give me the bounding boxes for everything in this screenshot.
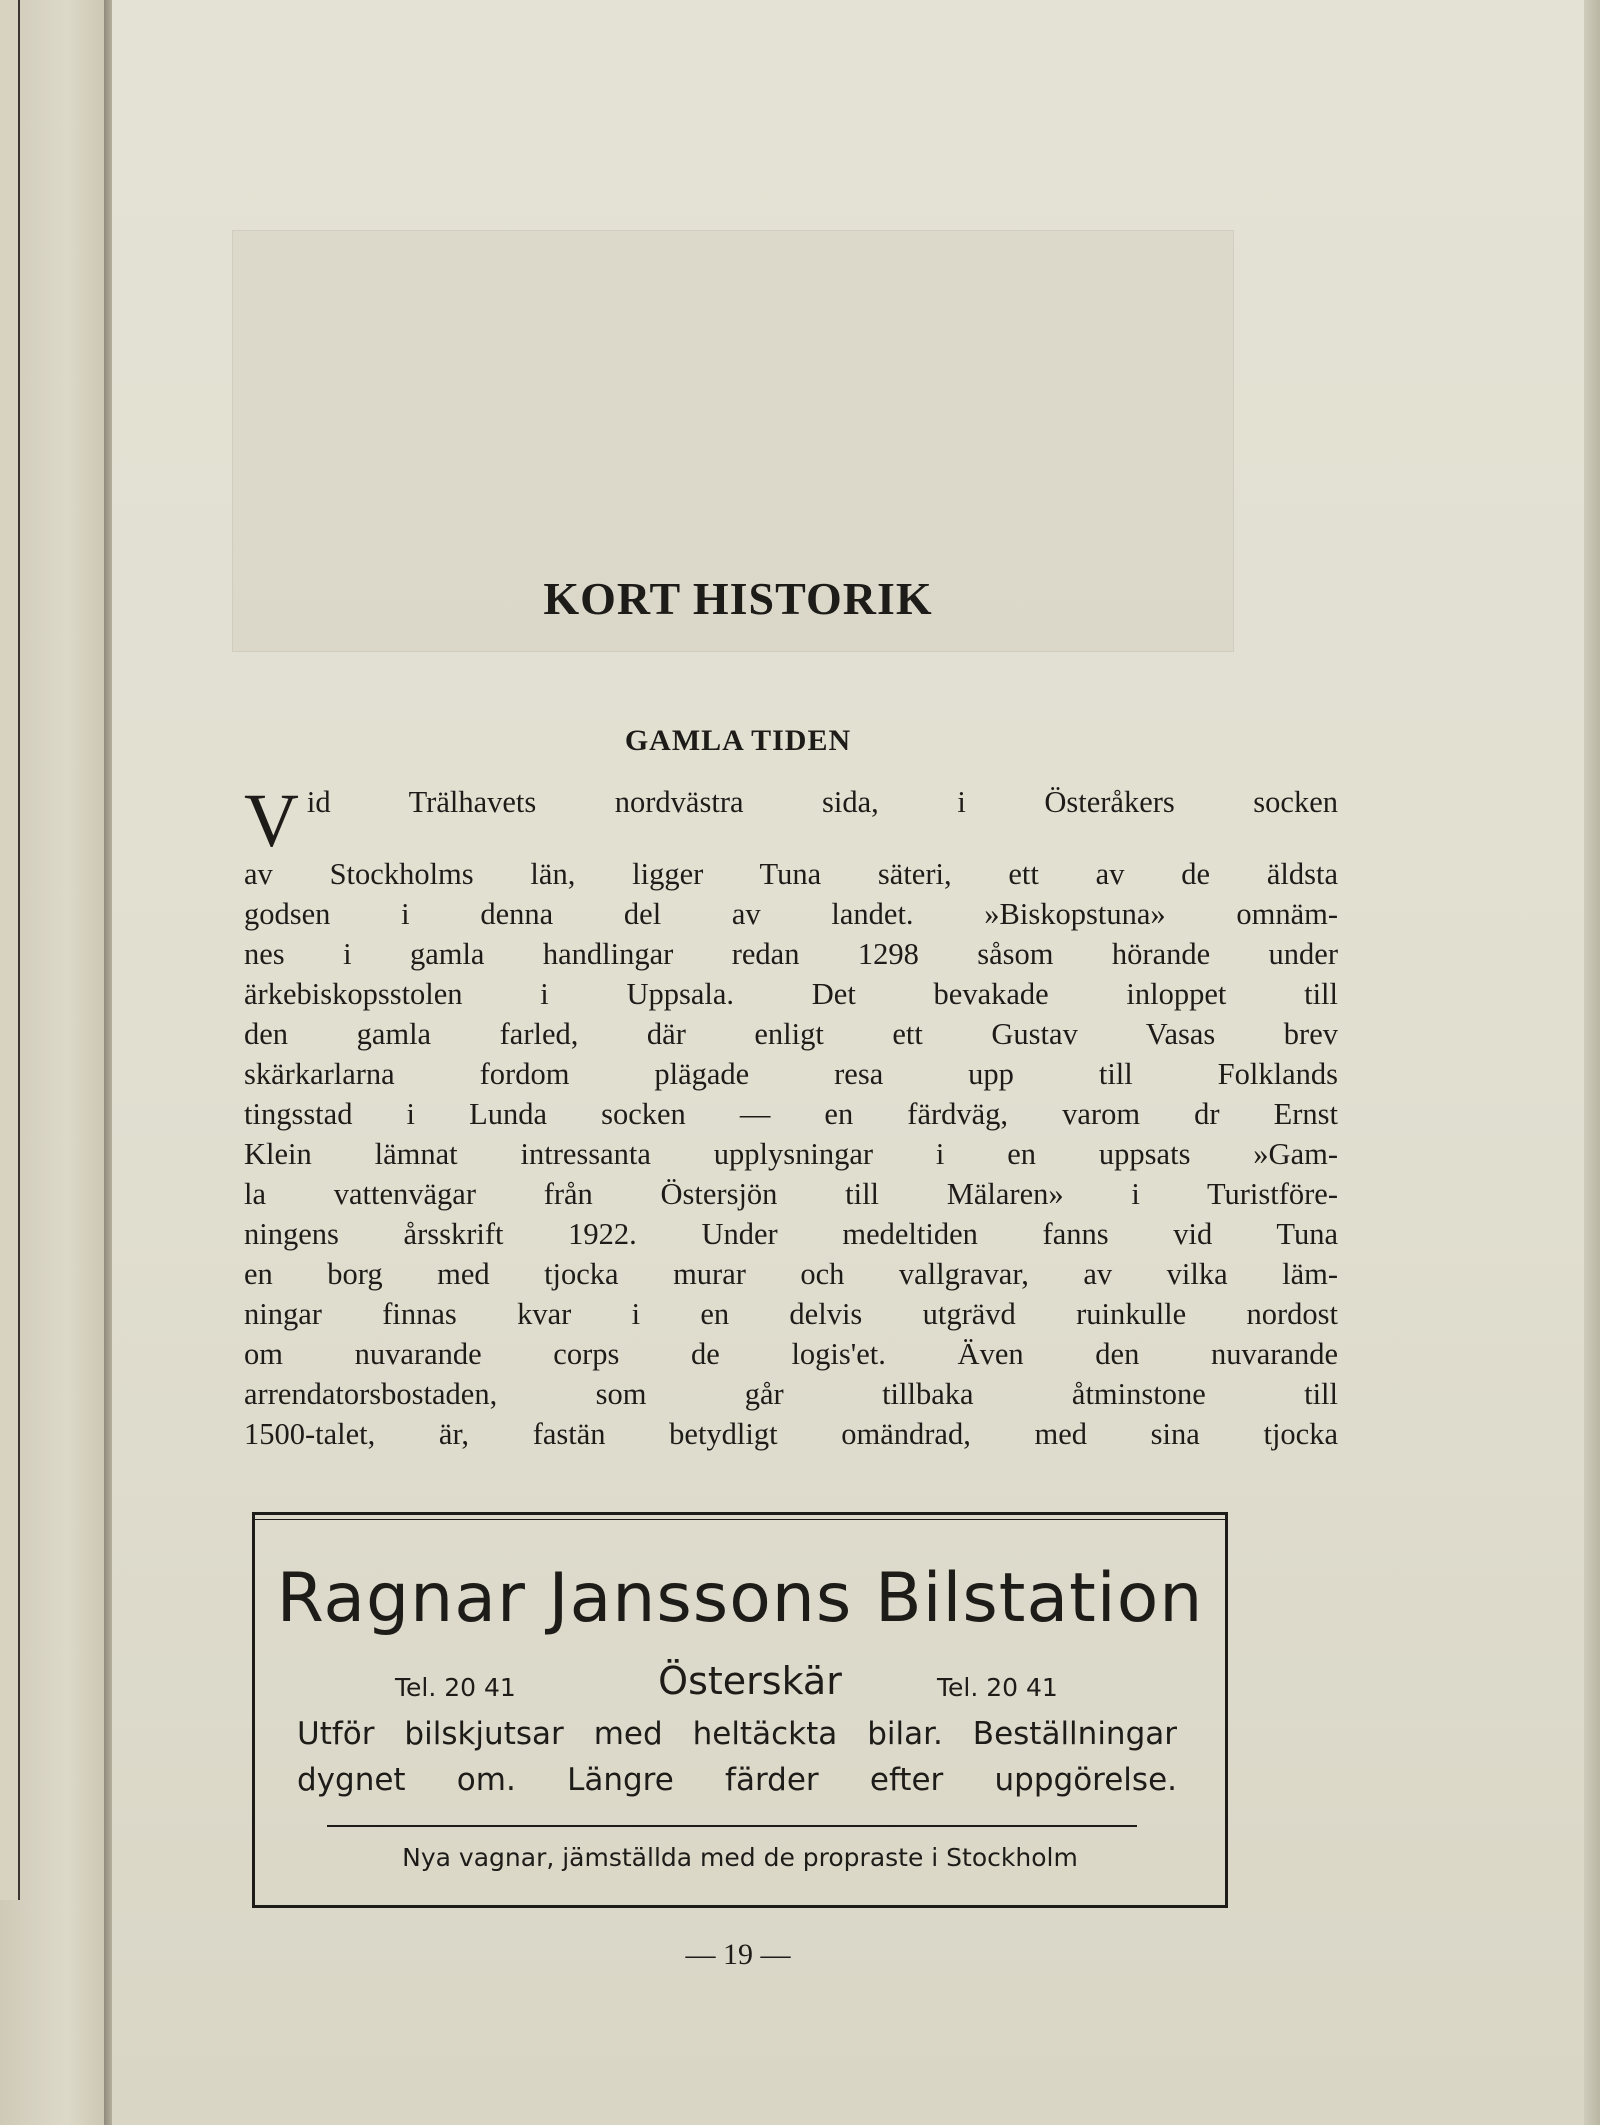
text-line: ärkebiskopsstolen i Uppsala. Det bevakade inloppet till <box>244 977 1338 1011</box>
text-line: ningens årsskrift 1922. Under medeltiden fanns vid Tuna <box>244 1217 1338 1251</box>
text-line: ningar finnas kvar i en delvis utgrävd ruinkulle nordost <box>244 1297 1338 1331</box>
text-line: id Trälhavets nordvästra sida, i Österåkers socken <box>306 785 1338 819</box>
left-page-edge <box>0 0 20 1900</box>
body-text <box>244 779 1338 1454</box>
left-page-fragment <box>0 0 112 2125</box>
ad-description-line: dygnet om. Längre färder efter uppgörelse. <box>297 1762 1177 1798</box>
text-line: 1500-talet, är, fastän betydligt omändrad, med sina tjocka <box>244 1417 1338 1451</box>
text-line: godsen i denna del av landet. »Biskopstuna» omnäm- <box>244 897 1338 931</box>
ad-description-line: Utför bilskjutsar med heltäckta bilar. Beställningar <box>297 1716 1177 1752</box>
page-title: KORT HISTORIK <box>543 573 933 624</box>
text-line: en borg med tjocka murar och vallgravar, av vilka läm- <box>244 1257 1338 1291</box>
drop-cap: V <box>244 779 299 863</box>
ad-description <box>297 1711 1177 1803</box>
text-line: av Stockholms län, ligger Tuna säteri, ett av de äldsta <box>244 857 1338 891</box>
text-line: om nuvarande corps de logis'et. Även den nuvarande <box>244 1337 1338 1371</box>
page-number: — 19 — <box>685 1938 791 1971</box>
text-line: Klein lämnat intressanta upplysningar i en uppsats »Gam- <box>244 1137 1338 1171</box>
ad-top-rule <box>255 1519 1225 1520</box>
ad-divider <box>327 1825 1137 1827</box>
text-line: nes i gamla handlingar redan 1298 såsom hörande under <box>244 937 1338 971</box>
section-subtitle: GAMLA TIDEN <box>624 724 852 757</box>
text-line: tingsstad i Lunda socken — en färdväg, varom dr Ernst <box>244 1097 1338 1131</box>
ad-phone-right: Tel. 20 41 <box>937 1673 1058 1702</box>
book-page <box>112 0 1600 2125</box>
text-line: arrendatorsbostaden, som går tillbaka åtminstone till <box>244 1377 1338 1411</box>
text-line: la vattenvägar från Östersjön till Mälaren» i Turistföre- <box>244 1177 1338 1211</box>
ad-contact-row <box>255 1659 1225 1711</box>
ad-phone-left: Tel. 20 41 <box>395 1673 516 1702</box>
text-line: skärkarlarna fordom plägade resa upp till Folklands <box>244 1057 1338 1091</box>
advertisement-box <box>252 1512 1228 1908</box>
ad-footer-note: Nya vagnar, jämställda med de propraste i Stockholm <box>402 1843 1078 1872</box>
ad-business-name: Ragnar Janssons Bilstation <box>276 1559 1204 1638</box>
page-right-edge <box>1584 0 1600 2125</box>
text-line: den gamla farled, där enligt ett Gustav Vasas brev <box>244 1017 1338 1051</box>
ad-location: Österskär <box>658 1659 842 1703</box>
